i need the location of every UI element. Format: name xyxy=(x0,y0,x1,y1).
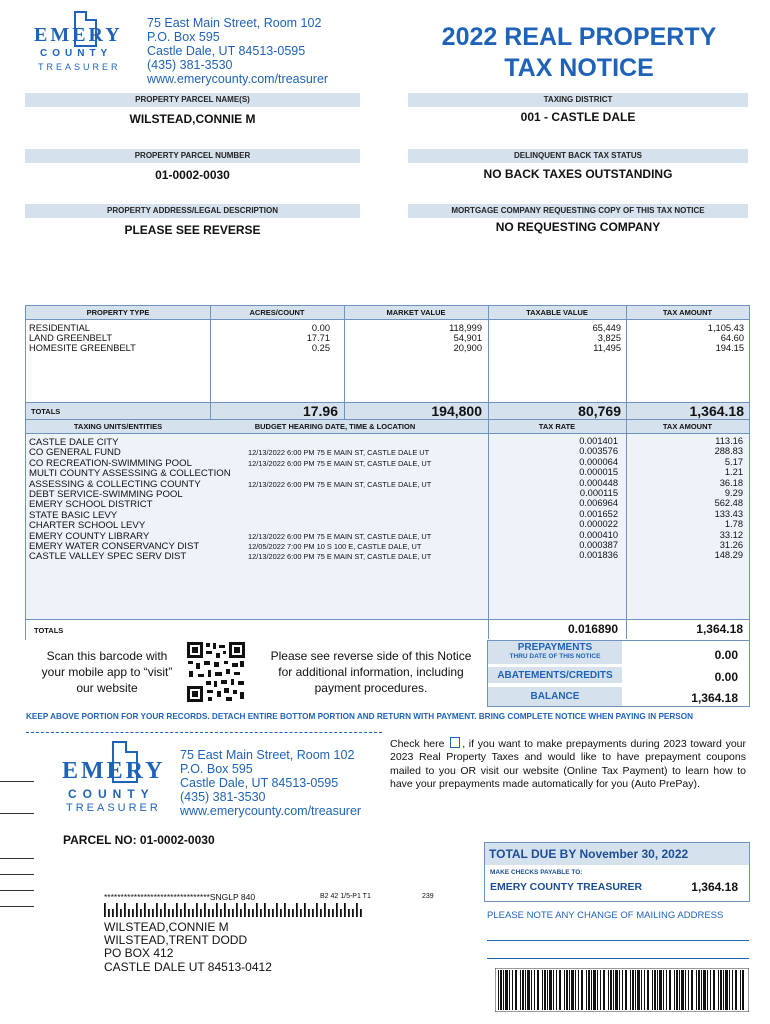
taxing-district-label: TAXING DISTRICT xyxy=(408,93,748,107)
total-due-box xyxy=(484,842,750,902)
address-line: Castle Dale, UT 84513-0595 xyxy=(180,776,339,790)
parcel-name-label: PROPERTY PARCEL NAME(S) xyxy=(25,93,360,107)
logo-emery: EMERY xyxy=(34,24,123,46)
tax-rates: 0.001401 0.003576 0.000064 0.000015 0.000448 0.000115 0.006964 0.001652 0.000022 0.000410 0.000387 0.001836 xyxy=(579,436,618,561)
market-values: 118,999 54,901 20,900 xyxy=(449,323,482,354)
sort-code: B2 42 1/5-P1 T1 xyxy=(320,893,371,900)
address-line: 75 East Main Street, Room 102 xyxy=(180,748,355,762)
logo-emery: EMERY xyxy=(62,758,166,784)
perforation-line xyxy=(26,732,382,733)
budget-hearings: 12/13/2022 6:00 PM 75 E MAIN ST, CASTLE DALE UT 12/13/2022 6:00 PM 75 E MAIN ST, CASTLE DALE, UT 12/13/2022 6:00 PM 75 E MAIN ST, CASTLE DALE, UT 12/13/2022 6:00 PM 75 E MAIN ST, CASTLE DALE, UT 12/05/2022 7:00 PM 10 S 100 E, CASTLE DALE, UT 12/13/2022 6:00 PM 75 E MAIN ST, CASTLE DALE, UT xyxy=(248,448,432,562)
title-line: 2022 REAL PROPERTY xyxy=(441,23,717,51)
checkbox-icon[interactable] xyxy=(450,737,460,748)
taxable-values: 65,449 3,825 11,495 xyxy=(592,323,621,354)
mailing-address: WILSTEAD,CONNIE M WILSTEAD,TRENT DODD PO BOX 412 CASTLE DALE UT 84513-0412 xyxy=(104,920,272,974)
margin-tick xyxy=(0,813,34,814)
county-logo xyxy=(30,10,128,74)
col-header: ACRES/COUNT xyxy=(249,308,305,317)
stub-office-address xyxy=(180,748,361,818)
check-here-label: Check here xyxy=(390,738,445,750)
see-reverse-text: Please see reverse side of this Notice for additional information, including payment procedures. xyxy=(270,649,472,695)
balance-value: 1,364.18 xyxy=(691,691,738,705)
col-header: PROPERTY TYPE xyxy=(86,308,150,317)
sort-number: 239 xyxy=(422,893,434,900)
total-market: 194,800 xyxy=(431,403,482,419)
postal-barcode-icon xyxy=(104,903,364,917)
parcel-name: WILSTEAD,CONNIE M xyxy=(129,112,256,126)
total-amount: 1,364.18 xyxy=(696,622,743,636)
taxing-units-table xyxy=(25,419,750,640)
parcel-number-label: PROPERTY PARCEL NUMBER xyxy=(25,149,360,163)
totals-label: TOTALS xyxy=(31,407,61,416)
detach-notice: KEEP ABOVE PORTION FOR YOUR RECORDS. DETACH ENTIRE BOTTOM PORTION AND RETURN WITH PAYMENT. BRING COMPLETE NOTICE WHEN PAYING IN PERSON xyxy=(26,712,694,721)
prepay-checkbox-text xyxy=(390,737,746,792)
abatements-value: 0.00 xyxy=(714,670,738,684)
total-tax: 1,364.18 xyxy=(689,403,744,419)
property-address: PLEASE SEE REVERSE xyxy=(124,223,261,237)
col-header: TAX AMOUNT xyxy=(662,422,713,431)
property-types: RESIDENTIAL LAND GREENBELT HOMESITE GREENBELT xyxy=(29,323,136,354)
stub-logo xyxy=(60,740,172,818)
title-line: TAX NOTICE xyxy=(504,54,654,82)
barcode-icon xyxy=(495,968,749,1012)
taxing-district: 001 - CASTLE DALE xyxy=(520,110,636,124)
tax-amounts: 113.16 288.83 5.17 1.21 36.18 9.29 562.48 133.43 1.78 33.12 31.26 148.29 xyxy=(714,436,743,561)
website-link[interactable]: www.emerycounty.com/treasurer xyxy=(147,72,329,86)
col-header: TAX AMOUNT xyxy=(662,308,713,317)
delinquent-label: DELINQUENT BACK TAX STATUS xyxy=(408,149,748,163)
sort-line: ********************************SNGLP 840 xyxy=(104,892,256,902)
prepayments-value: 0.00 xyxy=(714,648,738,662)
balance-box xyxy=(487,640,750,707)
logo-treasurer: TREASURER xyxy=(38,62,121,72)
phone: (435) 381-3530 xyxy=(147,58,233,72)
property-table xyxy=(25,305,750,420)
parcel-number: 01-0002-0030 xyxy=(155,168,230,182)
total-taxable: 80,769 xyxy=(578,403,621,419)
address-change-line[interactable] xyxy=(487,940,749,941)
notice-title xyxy=(410,22,748,84)
total-rate: 0.016890 xyxy=(567,622,618,636)
delinquent-status: NO BACK TAXES OUTSTANDING xyxy=(483,167,673,181)
margin-tick xyxy=(0,781,34,782)
margin-tick xyxy=(0,906,34,907)
tax-values: 1,105.43 64.60 194.15 xyxy=(707,323,744,354)
col-header: TAX RATE xyxy=(538,422,576,431)
mortgage-label: MORTGAGE COMPANY REQUESTING COPY OF THIS TAX NOTICE xyxy=(408,204,748,218)
office-address xyxy=(147,16,328,86)
address-line: Castle Dale, UT 84513-0595 xyxy=(147,44,306,58)
prepayments-label: PREPAYMENTS xyxy=(517,642,593,653)
payee-name: EMERY COUNTY TREASURER xyxy=(490,881,643,893)
address-line: 75 East Main Street, Room 102 xyxy=(147,16,322,30)
margin-tick xyxy=(0,858,34,859)
margin-tick xyxy=(0,890,34,891)
col-header: TAXABLE VALUE xyxy=(526,308,588,317)
margin-tick xyxy=(0,874,34,875)
address-change-line[interactable] xyxy=(487,958,749,959)
col-header: TAXING UNITS/ENTITIES xyxy=(73,422,163,431)
logo-county: COUNTY xyxy=(68,787,155,801)
abatements-label: ABATEMENTS/CREDITS xyxy=(497,670,613,681)
col-header: MARKET VALUE xyxy=(386,308,446,317)
scan-barcode-text: Scan this barcode with your mobile app to “visit” our website xyxy=(41,649,173,695)
col-header: BUDGET HEARING DATE, TIME & LOCATION xyxy=(254,422,416,431)
prepay-instructions: , if you want to make prepayments during 2023 toward your 2023 Real Property Taxes and would like to have prepayment coupons mailed to you OR visit our website (Online Tax Payment) to learn how to have your prepayments made automatically for you (Auto PrePay). xyxy=(390,738,747,791)
totals-label: TOTALS xyxy=(34,626,64,635)
checks-payable-label: MAKE CHECKS PAYABLE TO: xyxy=(490,869,583,876)
change-address-note: PLEASE NOTE ANY CHANGE OF MAILING ADDRESS xyxy=(487,910,724,921)
taxing-units: CASTLE DALE CITY CO GENERAL FUND CO RECREATION-SWIMMING POOL MULTI COUNTY ASSESSING & COLLECTION ASSESSING & COLLECTING COUNTY DEBT SERVICE-SWIMMING POOL EMERY SCHOOL DISTRICT STATE BASIC LEVY CHARTER SCHOOL LEVY EMERY COUNTY LIBRARY EMERY WATER CONSERVANCY DIST CASTLE VALLEY SPEC SERV DIST xyxy=(29,437,231,563)
acres-values: 0.00 17.71 0.25 xyxy=(306,323,330,354)
stub-parcel-number: PARCEL NO: 01-0002-0030 xyxy=(63,833,215,847)
total-acres: 17.96 xyxy=(302,403,338,419)
qr-code-icon[interactable] xyxy=(186,641,246,703)
website-link[interactable]: www.emerycounty.com/treasurer xyxy=(180,804,362,818)
phone: (435) 381-3530 xyxy=(180,790,266,804)
address-line: P.O. Box 595 xyxy=(180,762,253,776)
logo-county: COUNTY xyxy=(40,48,113,59)
total-due-label: TOTAL DUE BY November 30, 2022 xyxy=(489,847,689,861)
property-address-label: PROPERTY ADDRESS/LEGAL DESCRIPTION xyxy=(25,204,360,218)
mortgage-company: NO REQUESTING COMPANY xyxy=(495,220,661,234)
prepayments-sub: THRU DATE OF THIS NOTICE xyxy=(509,653,601,660)
address-line: P.O. Box 595 xyxy=(147,30,220,44)
balance-label: BALANCE xyxy=(530,691,580,702)
logo-treasurer: TREASURER xyxy=(66,802,161,814)
total-due-amount: 1,364.18 xyxy=(691,880,738,894)
